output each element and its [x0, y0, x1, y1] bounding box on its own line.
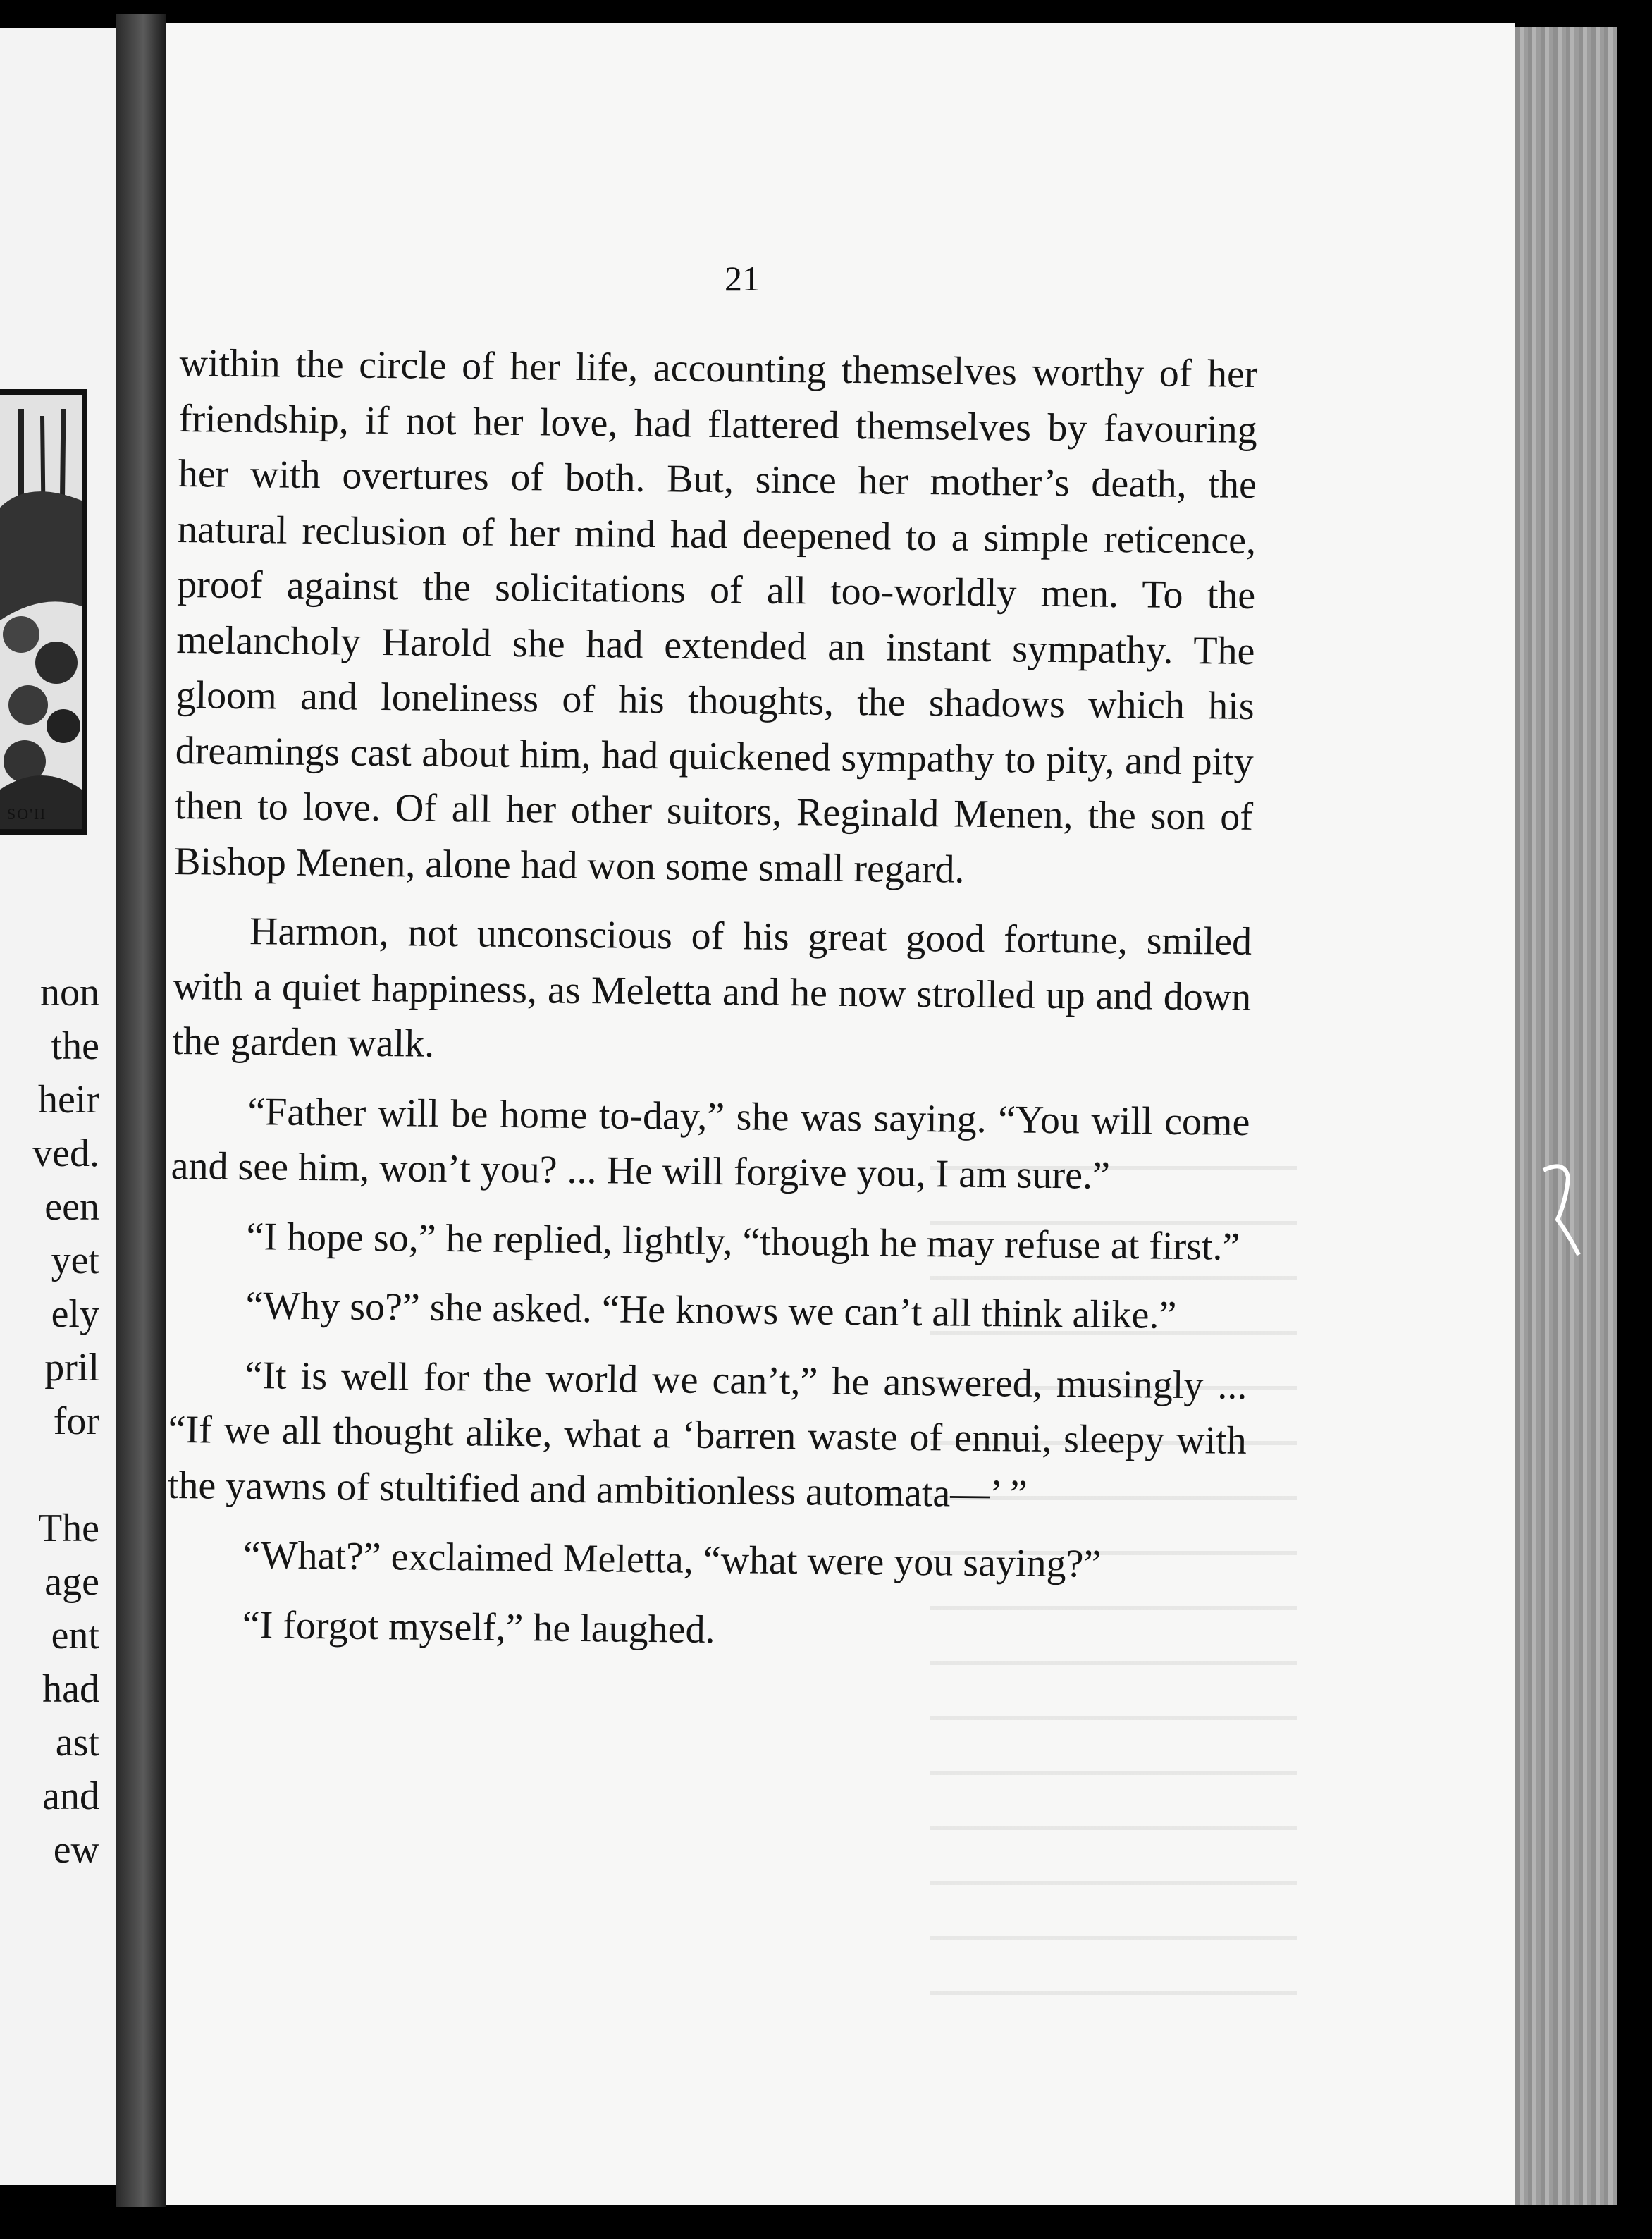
left-page-line-fragment: ent: [51, 1614, 99, 1657]
woodcut-monogram: SO'H: [7, 805, 47, 823]
margin-pen-mark: [1540, 1156, 1589, 1262]
paragraph: “It is well for the world we can’t,” he answered, musingly ... “If we all thought alike, what a ‘barren waste of ennui, sleepy with the yawns of stultified and ambitionless automata—’ ”: [167, 1353, 1247, 1516]
left-page-line-fragment: ved.: [32, 1131, 99, 1175]
left-page-line-fragment: yet: [51, 1239, 99, 1282]
left-page-line-fragment: ely: [51, 1292, 99, 1336]
left-page-line-fragment: age: [44, 1560, 99, 1604]
left-page-line-fragment: and: [42, 1774, 99, 1818]
left-page-line-fragment: the: [51, 1024, 99, 1068]
left-page-line-fragment: had: [42, 1667, 99, 1711]
paragraph: “I forgot myself,” he laughed.: [242, 1602, 715, 1652]
left-page-line-fragment: ast: [55, 1721, 99, 1765]
paragraph: within the circle of her life, accounting themselves worthy of her friendship, if not her love, had flattered themselves by favouring her with overtures of both. But, since her mother’s death, the natural reclusion of her mind had deepened to a simple reticence, proof against the solicitations of all too-worldly men. To the melancholy Harold she had extended an instant sympathy. The gloom and loneliness of his thoughts, the shadows which his dreamings cast about him, had quickened sympathy to pity, and pity then to love. Of all her other suitors, Reginald Menen, the son of Bishop Menen, alone had won some small regard.: [173, 341, 1258, 892]
left-page-line-fragment: The: [37, 1507, 99, 1550]
page-number: 21: [725, 259, 760, 298]
left-page-line-fragment: pril: [44, 1346, 99, 1390]
left-page-line-fragment: for: [53, 1399, 99, 1443]
paragraph: “I hope so,” he replied, lightly, “though he may refuse at first.”: [246, 1214, 1240, 1269]
paragraph: “Why so?” she asked. “He knows we can’t all think alike.”: [245, 1284, 1177, 1337]
woodcut-illustration: [0, 389, 87, 835]
left-page: [0, 28, 116, 2185]
paragraph: Harmon, not unconscious of his great good fortune, smiled with a quiet happiness, as Meletta and he now strolled up and down the garden walk.: [172, 909, 1252, 1066]
paragraph: “What?” exclaimed Meletta, “what were you saying?”: [242, 1533, 1102, 1586]
book-gutter: [116, 14, 166, 2207]
paragraph: “Father will be home to-day,” she was saying. “You will come and see him, won’t you? ... He will forgive you, I am sure.”: [171, 1089, 1250, 1198]
left-page-line-fragment: non: [40, 971, 99, 1014]
left-page-line-fragment: een: [44, 1185, 99, 1229]
woodcut-image: [0, 395, 82, 829]
page-edges: [1515, 27, 1617, 2205]
left-page-line-fragment: heir: [37, 1078, 99, 1122]
left-page-line-fragment: ew: [53, 1828, 99, 1872]
body-text: [166, 336, 1258, 1677]
